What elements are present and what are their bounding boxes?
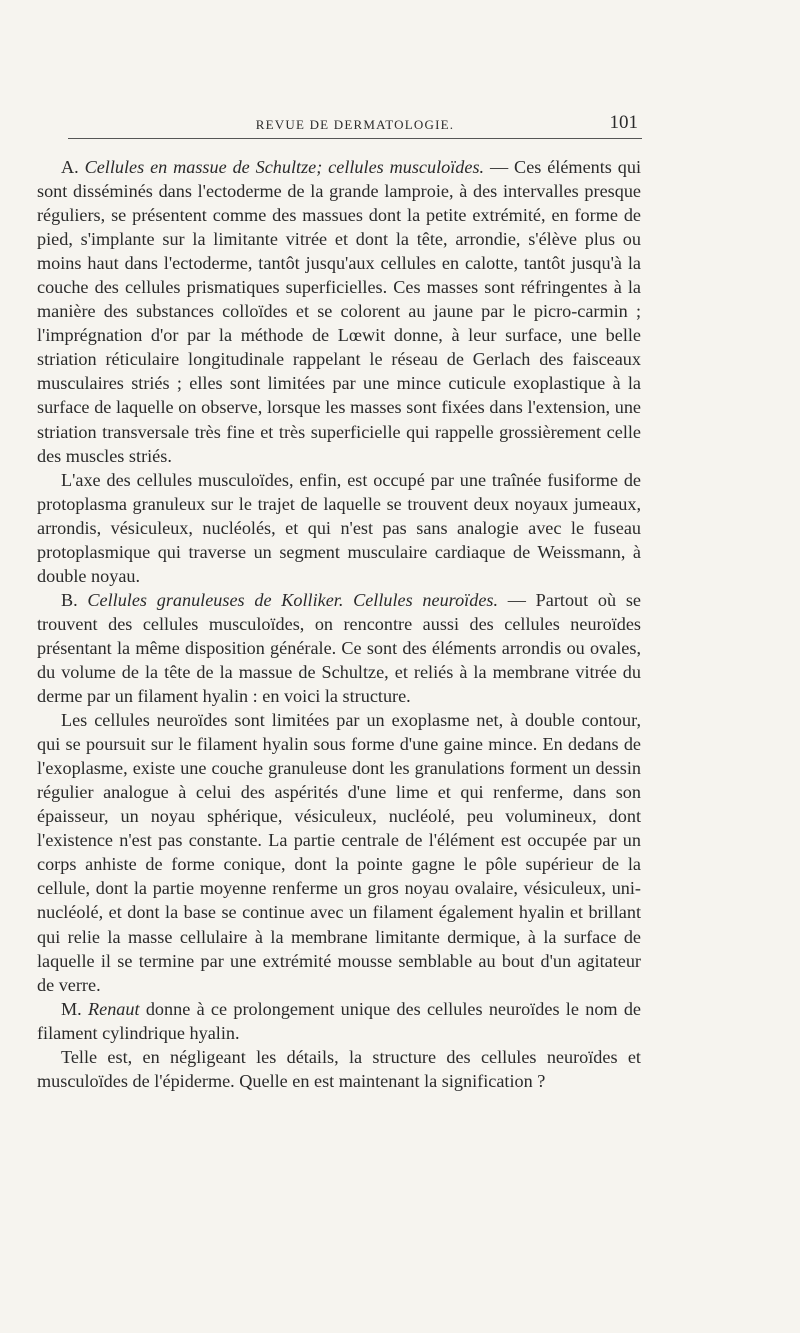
paragraph [37,708,641,997]
section-letter: A. [61,157,85,177]
paragraph [37,1045,641,1093]
section-letter: B. [61,589,88,610]
paragraph-text: Telle est, en négligeant les détails, la structure des cellules neuroïdes et musculoïdes de l'épiderme. Quelle en est maintenant la signification ? [37,1046,641,1091]
body-text [37,155,641,1093]
paragraph-text: — Partout où se trouvent des cellules musculoïdes, on rencontre aussi des cellules neuroïdes présentant la même disposition générale. Ce sont des éléments arrondis ou ovales, du volume de la tête de la massue de Schultze, et reliés à la membrane vitrée du derme par un filament hyalin : en voici la structure. [37,589,641,707]
author-prefix: M. [61,998,89,1019]
page-header [68,112,642,136]
page-number: 101 [609,112,638,133]
section-heading: Cellules granuleuses de Kolliker. Cellules neuroïdes. [87,589,499,610]
section-heading: Cellules en massue de Schultze; cellules musculoïdes. [84,157,485,177]
paragraph-b [37,588,641,708]
paragraph-text: L'axe des cellules musculoïdes, enfin, est occupé par une traînée fusiforme de protoplasma granuleux sur le trajet de laquelle se trouvent deux noyaux jumeaux, arrondis, vésiculeux, nucléolés, et qui n'est pas sans analogie avec le fuseau protoplasmique qui traverse un segment musculaire cardiaque de Weissmann, à double noyau. [37,469,641,586]
paragraph-a [37,155,641,468]
paragraph [37,997,641,1045]
paragraph-text: Les cellules neuroïdes sont limitées par un exoplasme net, à double contour, qui se poursuit sur le filament hyalin sous forme d'une gaine mince. En dedans de l'exoplasme, existe une couche granuleuse dont les granulations forment un dessin régulier analogue à celui des aspérités d'une lime et qui renferme, dans son épaisseur, un noyau sphérique, vésiculeux, nucléolé, peu volumineux, dont l'existence n'est pas constante. La partie centrale de l'élément est occupée par un corps anhiste de forme conique, dont la pointe gagne le pôle supérieur de la cellule, dont la partie moyenne renferme un gros noyau ovalaire, vésiculeux, uni-nucléolé, et dont la base se continue avec un filament également hyalin et brillant qui relie la masse cellulaire à la membrane limitante dermique, à la surface de laquelle il se termine par une extrémité mousse semblable au bout d'un agitateur de verre. [37,710,641,995]
paragraph-text: donne à ce prolongement unique des cellules neuroïdes le nom de filament cylindrique hyalin. [37,998,642,1043]
header-rule [68,138,642,139]
author-name: Renaut [88,998,140,1019]
running-title: REVUE DE DERMATOLOGIE. [255,117,455,132]
paragraph [37,468,641,588]
paragraph-text: — Ces éléments qui sont disséminés dans l'ectoderme de la grande lamproie, à des intervalles presque réguliers, se présentent comme des massues dont la petite extrémité, en forme de pied, s'implante sur la limitante vitrée et dont la tête, arrondie, s'élève plus ou moins haut dans l'ectoderme, tantôt jusqu'aux cellules en calotte, tantôt jusqu'à la couche des cellules prismatiques superficielles. Ces masses sont réfringentes à la manière des substances colloïdes et se colorent au jaune par le picro-carmin ; l'imprégnation d'or par la méthode de Lœwit donne, à leur surface, une belle striation réticulaire longitudinale rappelant le réseau de Gerlach des faisceaux musculaires striés ; elles sont limitées par une mince cuticule exoplastique à la surface de laquelle on observe, lorsque les masses sont fixées dans l'extension, une striation transversale très fine et très superficielle qui rappelle grossièrement celle des muscles striés. [37,157,642,466]
